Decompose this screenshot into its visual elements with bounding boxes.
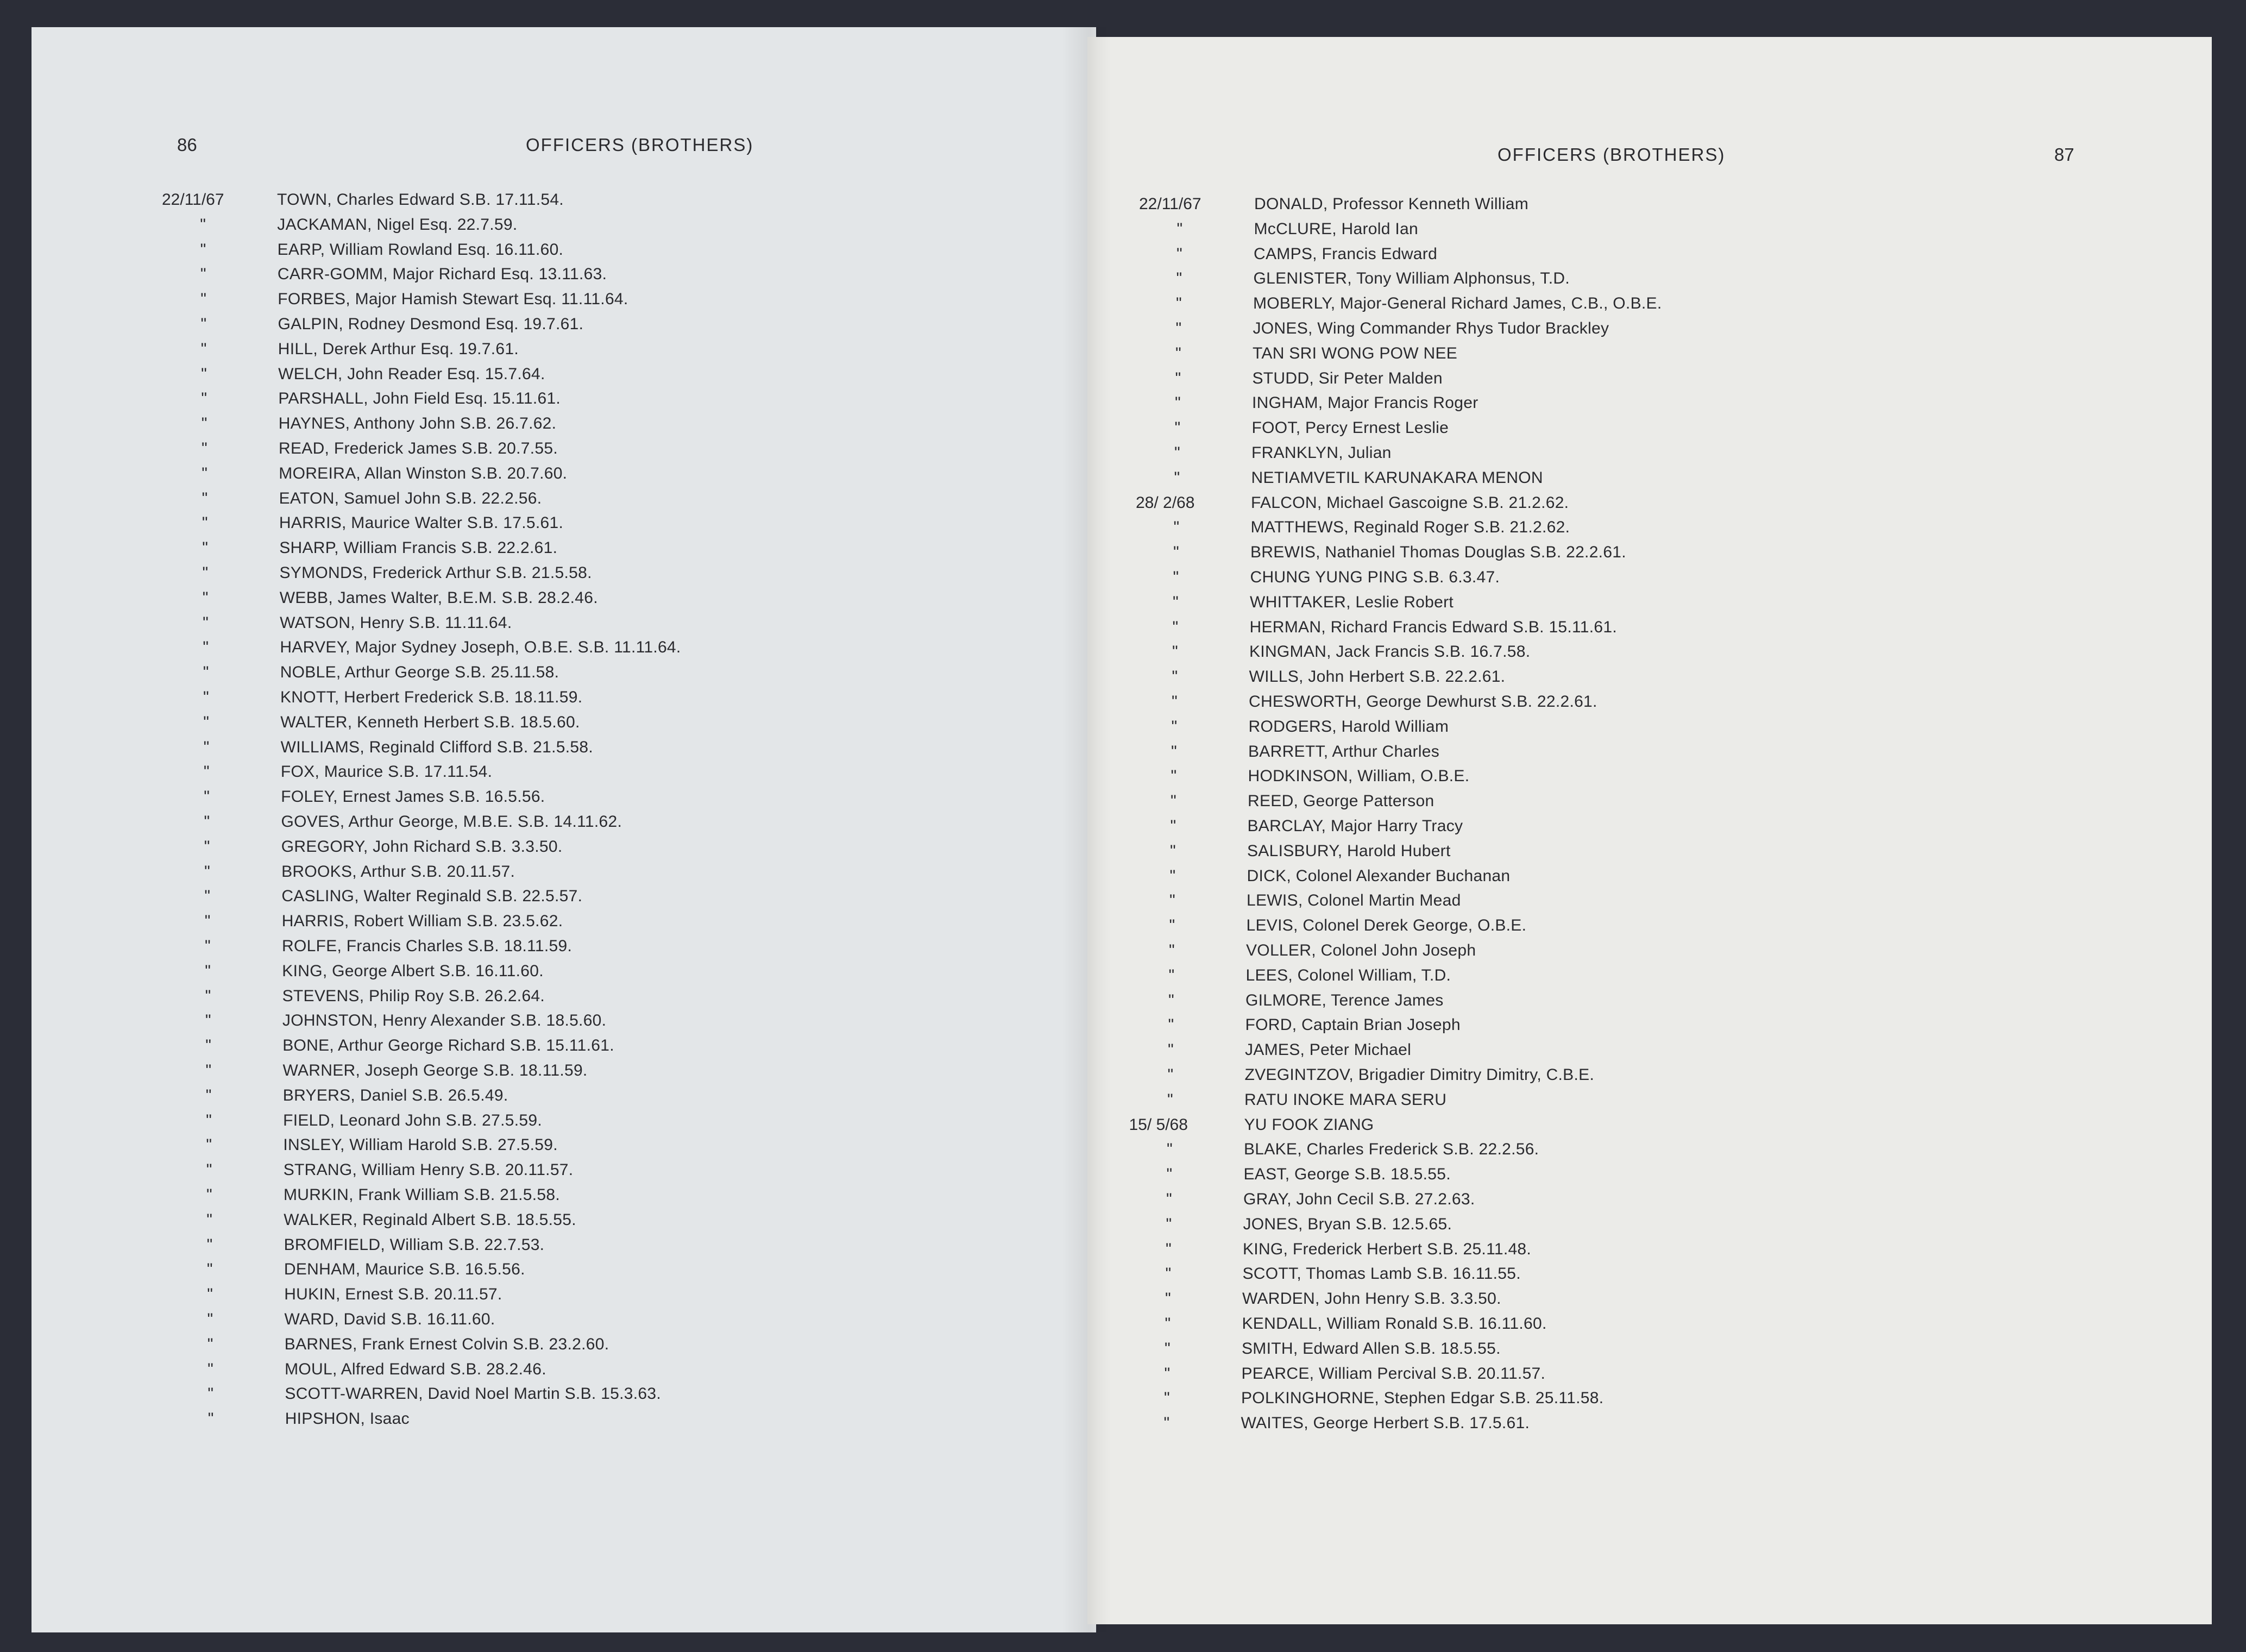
entry-name: ZVEGINTZOV, Brigadier Dimitry Dimitry, C.B.E. <box>1244 1066 1595 1084</box>
entry-name: JOHNSTON, Henry Alexander S.B. 18.5.60. <box>282 1012 607 1030</box>
entry-date: " <box>1177 244 1182 263</box>
entry-name: SALISBURY, Harold Hubert <box>1247 841 1451 860</box>
entry-date: " <box>204 788 210 806</box>
entry-date: " <box>207 1360 213 1378</box>
entry-date: " <box>205 1061 212 1079</box>
entry-date: " <box>203 663 209 682</box>
entry-date: " <box>1174 468 1180 487</box>
entry-name: BLAKE, Charles Frederick S.B. 22.2.56. <box>1244 1140 1539 1159</box>
entry-name: WHITTAKER, Leslie Robert <box>1250 593 1454 611</box>
entry-name: PARSHALL, John Field Esq. 15.11.61. <box>278 390 561 408</box>
entry-date: " <box>205 1037 211 1055</box>
entry-date: " <box>1172 618 1179 636</box>
entry-name: GALPIN, Rodney Desmond Esq. 19.7.61. <box>278 315 584 333</box>
entry-name: NOBLE, Arthur George S.B. 25.11.58. <box>280 663 559 682</box>
entry-date: " <box>207 1285 213 1304</box>
entry-name: HAYNES, Anthony John S.B. 26.7.62. <box>278 414 557 433</box>
entry-date: " <box>206 1161 212 1179</box>
entry-date: 22/11/67 <box>1139 195 1201 213</box>
entry-date: " <box>201 414 207 433</box>
entry-date: " <box>1176 294 1182 313</box>
entry-name: WALTER, Kenneth Herbert S.B. 18.5.60. <box>280 713 580 731</box>
entry-date: " <box>1165 1339 1171 1358</box>
entry-name: FRANKLYN, Julian <box>1251 444 1392 462</box>
entry-name: KINGMAN, Jack Francis S.B. 16.7.58. <box>1249 643 1531 661</box>
entry-date: " <box>200 240 206 259</box>
entry-name: INSLEY, William Harold S.B. 27.5.59. <box>283 1136 558 1154</box>
entry-name: CHESWORTH, George Dewhurst S.B. 22.2.61. <box>1249 693 1597 711</box>
entry-date: " <box>200 290 206 309</box>
entry-date: " <box>1165 1290 1171 1308</box>
entry-date: " <box>206 1235 213 1254</box>
entry-name: RODGERS, Harold William <box>1248 717 1449 736</box>
entry-name: MATTHEWS, Reginald Roger S.B. 21.2.62. <box>1250 518 1570 537</box>
entry-name: STRANG, William Henry S.B. 20.11.57. <box>283 1161 574 1179</box>
entry-name: SMITH, Edward Allen S.B. 18.5.55. <box>1242 1339 1501 1358</box>
entry-name: FALCON, Michael Gascoigne S.B. 21.2.62. <box>1251 493 1569 512</box>
entry-date: " <box>206 1210 212 1229</box>
entry-name: VOLLER, Colonel John Joseph <box>1246 941 1476 959</box>
entry-name: WILLS, John Herbert S.B. 22.2.61. <box>1249 668 1506 686</box>
entry-date: " <box>1173 518 1180 537</box>
entry-date: " <box>1175 319 1182 337</box>
entry-name: JONES, Wing Commander Rhys Tudor Brackley <box>1253 319 1609 337</box>
entry-name: STUDD, Sir Peter Malden <box>1252 369 1443 387</box>
entry-date: " <box>204 912 211 931</box>
entry-date: " <box>1169 916 1175 935</box>
entry-date: " <box>205 1086 212 1104</box>
entry-name: WATSON, Henry S.B. 11.11.64. <box>280 613 512 632</box>
entry-date: " <box>1171 742 1177 761</box>
entry-name: HARRIS, Robert William S.B. 23.5.62. <box>281 912 563 931</box>
entry-date: " <box>202 489 208 507</box>
book-spine-shadow <box>1062 27 1111 1632</box>
entry-name: EAST, George S.B. 18.5.55. <box>1243 1165 1451 1184</box>
entry-date: " <box>202 464 207 482</box>
entry-date: " <box>200 265 206 284</box>
entry-name: GILMORE, Terence James <box>1245 991 1444 1009</box>
entry-name: MOBERLY, Major-General Richard James, C.B., O.B.E. <box>1253 294 1662 313</box>
entry-name: LEWIS, Colonel Martin Mead <box>1247 891 1461 910</box>
entry-date: 15/ 5/68 <box>1129 1115 1188 1134</box>
entry-date: " <box>1173 593 1179 611</box>
entry-name: WEBB, James Walter, B.E.M. S.B. 28.2.46. <box>279 588 598 607</box>
entry-name: REED, George Patterson <box>1248 792 1435 811</box>
entry-name: POLKINGHORNE, Stephen Edgar S.B. 25.11.58. <box>1241 1389 1604 1408</box>
entry-name: WELCH, John Reader Esq. 15.7.64. <box>278 365 545 383</box>
entry-date: " <box>205 987 211 1005</box>
entry-name: TOWN, Charles Edward S.B. 17.11.54. <box>277 191 564 209</box>
page-number: 86 <box>177 135 197 155</box>
entry-date: " <box>1175 369 1181 387</box>
entry-date: " <box>1169 866 1176 885</box>
entry-date: " <box>1172 693 1178 711</box>
entry-date: " <box>1167 1090 1173 1109</box>
right-page <box>1087 37 2212 1624</box>
entry-name: BARNES, Frank Ernest Colvin S.B. 23.2.60. <box>284 1335 609 1353</box>
entry-date: " <box>206 1111 212 1129</box>
entry-name: BRYERS, Daniel S.B. 26.5.49. <box>282 1086 508 1104</box>
entry-name: MOREIRA, Allan Winston S.B. 20.7.60. <box>279 464 568 482</box>
entry-date: " <box>1174 419 1181 437</box>
entry-date: " <box>1174 444 1180 462</box>
entry-name: WAITES, George Herbert S.B. 17.5.61. <box>1241 1414 1530 1433</box>
entry-date: " <box>204 813 210 831</box>
entry-name: BARRETT, Arthur Charles <box>1248 742 1440 761</box>
entry-date: " <box>202 564 209 582</box>
entry-name: HARRIS, Maurice Walter S.B. 17.5.61. <box>279 514 564 532</box>
entry-name: BREWIS, Nathaniel Thomas Douglas S.B. 22.2.61. <box>1250 543 1626 562</box>
entry-date: " <box>201 390 207 408</box>
entry-date: " <box>203 763 210 781</box>
entry-date: " <box>202 588 209 607</box>
entry-name: DONALD, Professor Kenneth William <box>1254 195 1529 213</box>
entry-date: " <box>200 315 207 333</box>
entry-name: NETIAMVETIL KARUNAKARA MENON <box>1251 468 1543 487</box>
entry-name: SHARP, William Francis S.B. 22.2.61. <box>279 539 558 557</box>
entry-name: SCOTT, Thomas Lamb S.B. 16.11.55. <box>1242 1265 1521 1283</box>
entry-date: " <box>202 514 208 532</box>
entry-name: HILL, Derek Arthur Esq. 19.7.61. <box>278 340 519 358</box>
entry-date: " <box>1177 219 1183 238</box>
entry-date: " <box>1169 891 1175 910</box>
entry-name: HERMAN, Richard Francis Edward S.B. 15.11.61. <box>1249 618 1618 636</box>
entry-name: SYMONDS, Frederick Arthur S.B. 21.5.58. <box>279 564 592 582</box>
entry-date: " <box>205 937 211 955</box>
entry-name: MURKIN, Frank William S.B. 21.5.58. <box>284 1186 560 1204</box>
entry-date: " <box>207 1310 213 1328</box>
entry-date: " <box>207 1410 214 1428</box>
entry-date: " <box>1165 1315 1171 1333</box>
entry-date: " <box>1168 1041 1174 1059</box>
entry-date: " <box>1166 1165 1173 1184</box>
entry-name: KING, Frederick Herbert S.B. 25.11.48. <box>1243 1240 1532 1258</box>
entry-date: " <box>206 1136 212 1154</box>
entry-name: HIPSHON, Isaac <box>285 1410 410 1428</box>
entry-date: " <box>1168 1016 1174 1034</box>
entry-date: " <box>203 713 209 731</box>
entry-name: WARD, David S.B. 16.11.60. <box>284 1310 495 1328</box>
entry-name: FIELD, Leonard John S.B. 27.5.59. <box>283 1111 542 1129</box>
entry-date: " <box>207 1385 214 1403</box>
entry-name: FOX, Maurice S.B. 17.11.54. <box>280 763 493 781</box>
entry-date: " <box>205 1012 211 1030</box>
entry-date: " <box>1173 543 1179 562</box>
entry-name: JONES, Bryan S.B. 12.5.65. <box>1243 1215 1452 1233</box>
entry-name: DICK, Colonel Alexander Buchanan <box>1247 866 1511 885</box>
entry-name: DENHAM, Maurice S.B. 16.5.56. <box>284 1260 525 1279</box>
entry-name: READ, Frederick James S.B. 20.7.55. <box>279 439 558 457</box>
entry-date: " <box>1172 643 1178 661</box>
entry-date: " <box>1169 941 1175 959</box>
entry-name: McCLURE, Harold Ian <box>1254 219 1418 238</box>
entry-date: " <box>1173 568 1179 586</box>
entry-name: EATON, Samuel John S.B. 22.2.56. <box>279 489 542 507</box>
entry-date: " <box>1166 1240 1172 1258</box>
entry-name: FOOT, Percy Ernest Leslie <box>1251 419 1449 437</box>
entry-name: PEARCE, William Percival S.B. 20.11.57. <box>1241 1364 1546 1383</box>
entry-date: " <box>204 887 211 906</box>
entry-name: TAN SRI WONG POW NEE <box>1253 344 1458 362</box>
entry-date: " <box>1176 269 1182 288</box>
entry-name: KNOTT, Herbert Frederick S.B. 18.11.59. <box>280 688 583 706</box>
entry-date: " <box>1171 792 1177 811</box>
entry-date: " <box>206 1186 212 1204</box>
entry-date: 28/ 2/68 <box>1136 493 1195 512</box>
entry-date: " <box>1164 1389 1170 1408</box>
entry-name: SCOTT-WARREN, David Noel Martin S.B. 15.3.63. <box>285 1385 661 1403</box>
entry-name: CARR-GOMM, Major Richard Esq. 13.11.63. <box>277 265 607 284</box>
entry-date: " <box>1168 966 1175 984</box>
entry-name: HUKIN, Ernest S.B. 20.11.57. <box>284 1285 502 1304</box>
entry-name: KING, George Albert S.B. 16.11.60. <box>282 962 544 980</box>
page-number: 87 <box>2054 145 2074 165</box>
entry-date: " <box>203 738 210 756</box>
entry-date: " <box>1171 767 1177 786</box>
entry-date: " <box>204 862 210 881</box>
page-title: OFFICERS (BROTHERS) <box>526 135 754 155</box>
entry-date: " <box>201 365 207 383</box>
entry-name: GOVES, Arthur George, M.B.E. S.B. 14.11.62. <box>281 813 622 831</box>
entry-name: FOLEY, Ernest James S.B. 16.5.56. <box>281 788 545 806</box>
entry-date: " <box>1170 817 1177 835</box>
entry-date: " <box>207 1335 213 1353</box>
entry-name: WARNER, Joseph George S.B. 18.11.59. <box>282 1061 588 1079</box>
entry-date: " <box>1170 841 1176 860</box>
entry-date: " <box>1165 1265 1172 1283</box>
entry-date: " <box>1167 1140 1173 1159</box>
entry-name: RATU INOKE MARA SERU <box>1244 1090 1447 1109</box>
entry-date: " <box>1163 1414 1170 1433</box>
entry-name: HODKINSON, William, O.B.E. <box>1248 767 1470 786</box>
entry-date: " <box>203 638 209 657</box>
entry-date: " <box>200 340 207 358</box>
entry-name: CHUNG YUNG PING S.B. 6.3.47. <box>1250 568 1500 586</box>
entry-name: WALKER, Reginald Albert S.B. 18.5.55. <box>284 1210 576 1229</box>
entry-date: " <box>206 1260 213 1279</box>
entry-date: " <box>1166 1190 1172 1208</box>
entry-name: LEES, Colonel William, T.D. <box>1245 966 1451 984</box>
entry-name: YU FOOK ZIANG <box>1244 1115 1374 1134</box>
entry-date: " <box>203 613 209 632</box>
entry-name: EARP, William Rowland Esq. 16.11.60. <box>277 240 564 259</box>
entry-name: ROLFE, Francis Charles S.B. 18.11.59. <box>282 937 572 955</box>
entry-name: JACKAMAN, Nigel Esq. 22.7.59. <box>277 215 518 234</box>
entry-date: " <box>1175 394 1181 412</box>
entry-name: BARCLAY, Major Harry Tracy <box>1247 817 1463 835</box>
entry-date: " <box>1167 1066 1174 1084</box>
entry-date: " <box>1172 668 1178 686</box>
entry-name: JAMES, Peter Michael <box>1245 1041 1412 1059</box>
entry-name: CAMPS, Francis Edward <box>1254 244 1438 263</box>
entry-name: WARDEN, John Henry S.B. 3.3.50. <box>1242 1290 1501 1308</box>
entry-name: GLENISTER, Tony William Alphonsus, T.D. <box>1253 269 1570 288</box>
entry-date: " <box>203 688 209 706</box>
entry-name: BROMFIELD, William S.B. 22.7.53. <box>284 1235 545 1254</box>
entry-date: " <box>202 439 207 457</box>
entry-date: " <box>202 539 208 557</box>
entry-name: INGHAM, Major Francis Roger <box>1252 394 1479 412</box>
entry-name: CASLING, Walter Reginald S.B. 22.5.57. <box>281 887 583 906</box>
entry-name: BROOKS, Arthur S.B. 20.11.57. <box>281 862 515 881</box>
entry-name: WILLIAMS, Reginald Clifford S.B. 21.5.58. <box>280 738 593 756</box>
entry-name: HARVEY, Major Sydney Joseph, O.B.E. S.B. 11.11.64. <box>280 638 681 657</box>
entry-name: FORBES, Major Hamish Stewart Esq. 11.11.64. <box>278 290 628 309</box>
entry-date: " <box>1175 344 1181 362</box>
page-title: OFFICERS (BROTHERS) <box>1498 145 1726 165</box>
entry-date: " <box>205 962 211 980</box>
entry-name: STEVENS, Philip Roy S.B. 26.2.64. <box>282 987 545 1005</box>
entry-name: KENDALL, William Ronald S.B. 16.11.60. <box>1242 1315 1547 1333</box>
entry-name: BONE, Arthur George Richard S.B. 15.11.61. <box>282 1037 614 1055</box>
entry-date: " <box>200 215 206 234</box>
entry-name: FORD, Captain Brian Joseph <box>1245 1016 1461 1034</box>
entry-date: " <box>1166 1215 1172 1233</box>
entry-name: GRAY, John Cecil S.B. 27.2.63. <box>1243 1190 1475 1208</box>
entry-date: " <box>1164 1364 1171 1383</box>
left-page <box>32 27 1096 1632</box>
entry-name: GREGORY, John Richard S.B. 3.3.50. <box>281 837 563 856</box>
entry-date: " <box>1168 991 1174 1009</box>
entry-date: " <box>204 837 210 856</box>
entry-name: LEVIS, Colonel Derek George, O.B.E. <box>1246 916 1527 935</box>
entry-date: 22/11/67 <box>162 191 224 209</box>
entry-date: " <box>1171 717 1178 736</box>
entry-name: MOUL, Alfred Edward S.B. 28.2.46. <box>285 1360 546 1378</box>
